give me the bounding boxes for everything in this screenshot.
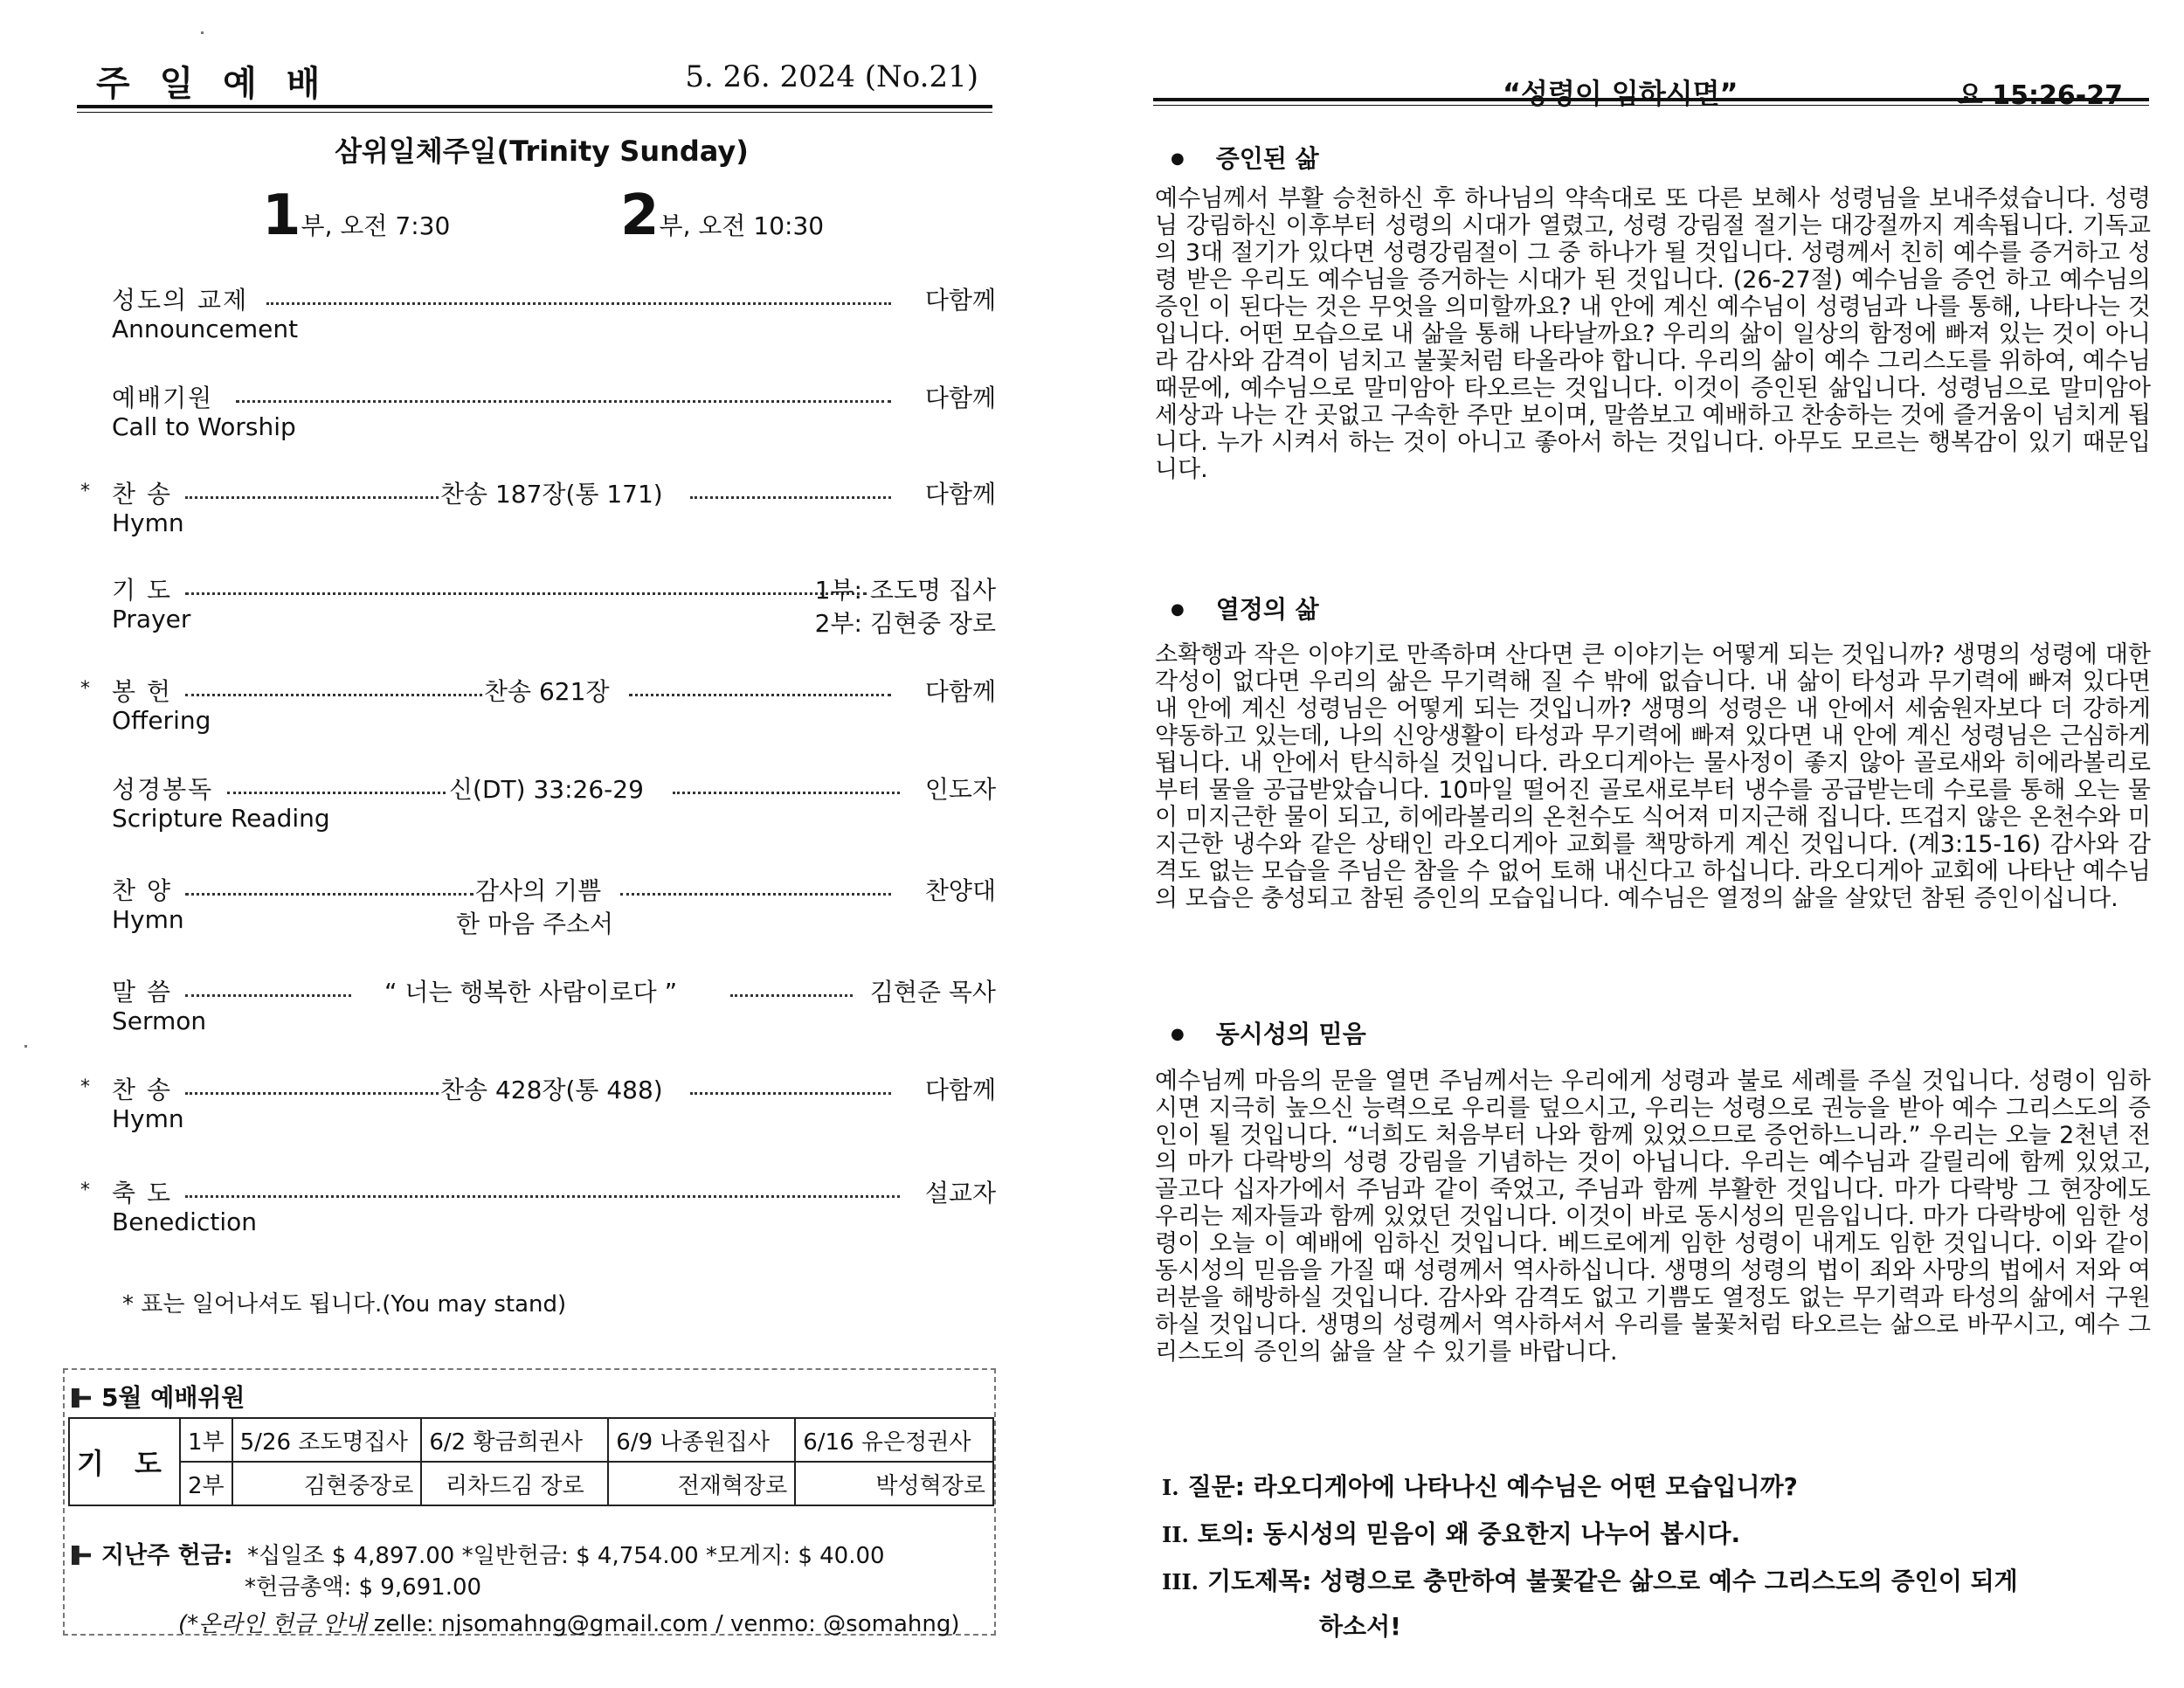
cross-icon xyxy=(72,1388,91,1408)
bulletin-date: 5. 26. 2024 (No.21) xyxy=(685,59,978,94)
leader-dots xyxy=(185,893,473,896)
cross-icon xyxy=(72,1546,91,1565)
order-item-detail: 신(DT) 33:26-29 xyxy=(449,771,644,806)
leader-dots xyxy=(185,592,867,595)
order-item-detail: 감사의 기쁨 xyxy=(475,872,601,907)
section-body: 소확행과 작은 이야기로 만족하며 산다면 큰 이야기는 어떻게 되는 것입니까? 생명의 성령에 대한 각성이 없다면 우리의 삶은 무기력해 질 수 밖에 없습니다. 내 삶이 타성과 무기력에 빠져 있다면 내 안에 계신 성령님은 어떻게 되는 것입니까? 생명의 성령은 내 안에서 세숨원자보다 더 강하게 약동하고 있는데, 나의 신앙생활이 타성과 무기력에 빠져 있다면 내 안에 계신 성령님은 근심하게 됩니다. 내 안에서 탄식하실 것입니다. 라오디게아는 물사정이 좋지 않아 골로새와 히에라볼리로부터 물을 공급받았습니다. 10마일 떨어진 골로새로부터 냉수를 공급받는데 수로를 통해 오는 물이 미지근한 물이 되고, 히에라볼리의 온천수도 식어져 미지근해 집니다. 뜨겁지 않은 온천수와 미지근한 냉수와 같은 상태인 라오디게아 교회를 책망하게 계신 것입니다. (계3:15-16) 감사와 감격도 없는 모습을 주님은 참을 수 없어 토해 내신다고 하십니다. 라오디게아 교회에 나타난 예수님의 모습은 충성되고 참된 증인의 모습입니다. 예수님은 열정의 삶을 살았던 참된 증인이십니다. xyxy=(1155,641,2151,912)
question-number: III. xyxy=(1162,1569,1199,1595)
order-item-en: Announcement xyxy=(112,315,299,343)
bulletin-header xyxy=(79,56,987,108)
discussion-question xyxy=(1162,1515,1740,1550)
question-number: I. xyxy=(1162,1475,1179,1500)
committee-title-text: 5월 예배위원 xyxy=(101,1383,245,1412)
online-giving-info xyxy=(178,1606,959,1638)
order-item xyxy=(79,379,996,441)
table-row xyxy=(69,1418,993,1462)
rota-part: 1부 xyxy=(180,1418,232,1462)
rota-cell: 김현중장로 xyxy=(232,1462,422,1505)
order-item-detail-2: 한 마음 주소서 xyxy=(456,910,614,938)
order-item-ko: 예배기원 xyxy=(112,384,214,412)
order-item-ko: 찬 양 xyxy=(112,876,172,905)
order-item-ko: 찬 송 xyxy=(112,480,172,508)
rota-cell: 박성혁장로 xyxy=(795,1462,993,1505)
rota-cell: 6/9 나종원집사 xyxy=(608,1418,795,1462)
session-1 xyxy=(262,183,450,248)
session-2-label: 부, 오전 10:30 xyxy=(659,211,825,240)
session-2 xyxy=(620,183,824,248)
question-continuation: 하소서! xyxy=(1319,1612,1401,1641)
order-item-en: Benediction xyxy=(112,1207,257,1236)
section-heading: ● 동시성의 믿음 xyxy=(1171,1015,1366,1050)
header-rule-thin xyxy=(1153,105,2149,106)
leader-dots xyxy=(690,1092,891,1095)
prayer-rota-table xyxy=(68,1417,994,1506)
order-item-ko: 말 씀 xyxy=(112,978,172,1007)
committee-title xyxy=(72,1379,245,1414)
offering-label: 지난주 헌금: xyxy=(101,1542,233,1569)
header-rule xyxy=(1153,98,2149,101)
sermon-title: “성령이 임하시면” xyxy=(1503,77,1738,110)
leader-dots xyxy=(673,792,900,794)
order-item-detail: 찬송 187장(통 171) xyxy=(440,475,663,510)
order-item-detail: 찬송 428장(통 488) xyxy=(440,1071,663,1106)
order-item xyxy=(79,673,996,735)
section-body: 예수님께서 부활 승천하신 후 하나님의 약속대로 또 다른 보혜사 성령님을 보내주셨습니다. 성령님 강림하신 이후부터 성령의 시대가 열렸고, 성령 강림절 절기는 대강절까지 계속됩니다. 기독교의 3대 절기가 있다면 성령강림절이 그 중 하나가 될 것입니다. 성령께서 친히 예수를 증거하고 성령 받은 우리도 예수님을 증거하는 시대가 된 것입니다. (26-27절) 예수님을 증언 하고 예수님의 증인 이 된다는 것은 무엇을 의미할까요? 내 안에 계신 예수님이 성령님과 나를 통해, 나타나는 것입니다. 어떤 모습으로 내 삶을 통해 나타날까요? 우리의 삶이 일상의 함정에 빠져 있는 것이 아니라 감사와 감격이 넘치고 불꽃처럼 타올라야 합니다. 우리의 삶이 예수 그리스도를 위하여, 예수님 때문에, 예수님으로 말미암아 타오르는 것입니다. 이것이 증인된 삶입니다. 성령님으로 말미암아 세상과 나는 간 곳없고 구속한 주만 보이며, 말씀보고 예배하고 찬송하는 것에 즐거움이 넘치게 됩니다. 누가 시켜서 하는 것이 아니고 좋아서 하는 것입니다. 아무도 모르는 행복감이 있기 때문입니다. xyxy=(1155,185,2151,483)
order-item-en: Prayer xyxy=(112,605,191,633)
leader-dots xyxy=(690,496,891,499)
leader-dots xyxy=(185,496,439,499)
question-text: 질문: 라오디게아에 나타나신 예수님은 어떤 모습입니까? xyxy=(1187,1472,1798,1501)
worship-committee-box xyxy=(63,1368,996,1636)
order-item-en: Offering xyxy=(112,706,211,735)
order-item-ko: 봉 헌 xyxy=(112,677,172,706)
leader-dots xyxy=(620,893,891,896)
section-heading: ● 증인된 삶 xyxy=(1171,140,1319,175)
bulletin-title: 주 일 예 배 xyxy=(96,64,329,104)
question-text: 토의: 동시성의 믿음이 왜 중요한지 나누어 봅시다. xyxy=(1197,1519,1741,1548)
order-item xyxy=(79,281,996,343)
rota-part: 2부 xyxy=(180,1462,232,1505)
section-heading: ● 열정의 삶 xyxy=(1171,591,1319,626)
order-item-ko: 찬 송 xyxy=(112,1076,172,1104)
online-text: zelle: njsomahng@gmail.com / venmo: @somahng) xyxy=(366,1611,960,1637)
order-item-en: Hymn xyxy=(112,508,184,537)
order-item-ko: 성경봉독 xyxy=(112,775,214,804)
order-item-leader: 인도자 xyxy=(924,775,996,804)
order-item-leader: 설교자 xyxy=(924,1179,996,1207)
order-item-ko: 기 도 xyxy=(112,576,172,605)
leader-dots xyxy=(236,400,891,403)
offering-line-1: *십일조 $ 4,897.00 *일반헌금: $ 4,754.00 *모게지: $ 40.00 xyxy=(247,1543,885,1569)
bulletin-subtitle: 삼위일체주일(Trinity Sunday) xyxy=(335,135,749,168)
order-item-leader: 다함께 xyxy=(924,480,996,508)
leader-dots xyxy=(266,302,891,305)
order-item-leader: 다함께 xyxy=(924,286,996,315)
order-item-detail: 찬송 621장 xyxy=(484,673,610,708)
online-label: (*온라인 헌금 안내 xyxy=(178,1611,367,1637)
order-item-ko: 성도의 교제 xyxy=(112,286,249,315)
order-item xyxy=(79,1071,996,1133)
leader-dots xyxy=(185,694,482,696)
leader-dots xyxy=(227,792,446,794)
order-item-en: Call to Worship xyxy=(112,412,296,441)
order-item xyxy=(79,973,996,1035)
question-text: 기도제목: 성령으로 충만하여 불꽃같은 삶으로 예수 그리스도의 증인이 되게 xyxy=(1207,1567,2018,1595)
order-item-leader: 다함께 xyxy=(924,677,996,706)
bulletin-order-page xyxy=(0,0,1083,1688)
offering-summary xyxy=(72,1536,885,1570)
stand-marker: * xyxy=(80,678,90,700)
leader-dots xyxy=(185,1092,439,1095)
order-item-en: Hymn xyxy=(112,1104,184,1133)
sermon-page xyxy=(1083,0,2184,1688)
rota-label: 기 도 xyxy=(69,1418,180,1505)
order-item-leader: 김현준 목사 xyxy=(869,978,996,1007)
order-item xyxy=(79,1174,996,1236)
order-item-ko: 축 도 xyxy=(112,1179,172,1207)
order-item xyxy=(79,872,996,938)
section-body: 예수님께 마음의 문을 열면 주님께서는 우리에게 성령과 불로 세례를 주실 것입니다. 성령이 임하시면 지극히 높으신 능력으로 우리를 덮으시고, 우리는 성령으로 권능을 받아 예수 그리스도의 증인이 될 것입니다. “너희도 처음부터 나와 함께 있었으므로 증언하느니라.” 우리는 오늘 2천년 전의 마가 다락방의 성령 강림을 기념하는 것이 아닙니다. 우리는 예수님과 갈릴리에 함께 있었고, 골고다 십자가에서 주님과 같이 죽었고, 주님과 함께 부활한 것입니다. 마가 다락방 그 현장에도 우리는 제자들과 함께 있었던 것입니다. 이것이 바로 동시성의 믿음입니다. 마가 다락방에 임한 성령이 오늘 이 예배에 임하신 것입니다. 베드로에게 임한 성령이 내게도 임한 것입니다. 이와 같이 동시성의 믿음을 가질 때 성령께서 역사하십니다. 생명의 성령의 법이 죄와 사망의 법에서 저와 여러분을 해방하실 것입니다. 감사와 감격도 없고 기쁨도 열정도 없는 무기력과 타성의 삶에서 구원하실 것입니다. 생명의 성령께서 역사하셔서 우리를 불꽃처럼 타오르는 삶으로 바꾸시고, 예수 그리스도의 증인의 삶을 살 수 있기를 바랍니다. xyxy=(1155,1068,2151,1366)
header-rule xyxy=(77,105,992,108)
stand-marker: * xyxy=(80,481,90,502)
stand-note: * 표는 일어나셔도 됩니다.(You may stand) xyxy=(122,1291,567,1318)
order-item-leader: 찬양대 xyxy=(924,876,996,905)
rota-cell: 6/2 황금희권사 xyxy=(421,1418,608,1462)
order-item-leader: 다함께 xyxy=(924,384,996,412)
rota-cell: 리차드김 장로 xyxy=(421,1462,608,1505)
session-1-number: 1 xyxy=(262,183,301,248)
rota-cell: 5/26 조도명집사 xyxy=(232,1418,422,1462)
stand-marker: * xyxy=(80,1180,90,1201)
header-rule-thin xyxy=(77,112,992,113)
stand-marker: * xyxy=(80,1076,90,1098)
leader-dots xyxy=(185,994,351,997)
order-item-detail: “ 너는 행복한 사람이로다 ” xyxy=(384,973,677,1008)
leader-dots xyxy=(629,694,891,696)
order-item-en: Sermon xyxy=(112,1007,207,1035)
order-item xyxy=(79,475,996,537)
session-1-label: 부, 오전 7:30 xyxy=(301,211,451,240)
discussion-question xyxy=(1162,1562,2018,1597)
rota-cell: 전재혁장로 xyxy=(608,1462,795,1505)
leader-dots xyxy=(185,1195,900,1198)
order-item xyxy=(79,571,996,638)
order-item xyxy=(79,771,996,833)
session-2-number: 2 xyxy=(620,183,660,248)
order-item-leader-2: 2부: 김현중 장로 xyxy=(814,609,996,638)
order-item-en: Hymn xyxy=(112,905,184,934)
sermon-reference: 요 15:26-27 xyxy=(1957,80,2123,111)
rota-cell: 6/16 유은정권사 xyxy=(795,1418,993,1462)
question-number: II. xyxy=(1162,1522,1189,1547)
discussion-question xyxy=(1162,1468,1798,1503)
offering-total: *헌금총액: $ 9,691.00 xyxy=(245,1574,482,1601)
table-row xyxy=(69,1462,993,1505)
order-item-leader: 1부: 조도명 집사 xyxy=(814,576,996,605)
leader-dots xyxy=(730,994,853,997)
order-item-en: Scripture Reading xyxy=(112,804,330,833)
order-item-leader: 다함께 xyxy=(924,1076,996,1104)
